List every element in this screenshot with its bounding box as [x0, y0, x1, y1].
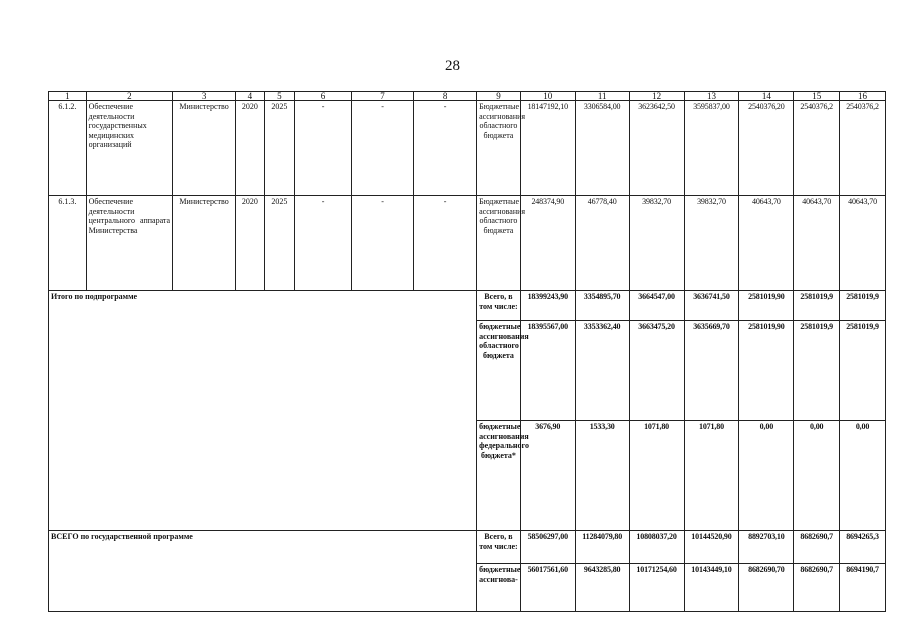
amount-cell: 58506297,00: [520, 531, 575, 564]
total-label: ВСЕГО по государственной программе: [49, 531, 477, 612]
amount-cell: 40643,70: [840, 196, 886, 291]
indicator-cell: -: [295, 196, 352, 291]
amount-cell: 1071,80: [629, 421, 684, 531]
amount-cell: 18395567,00: [520, 321, 575, 421]
indicator-cell: -: [352, 196, 414, 291]
amount-cell: 8682690,7: [794, 564, 840, 612]
amount-cell: 1071,80: [684, 421, 739, 531]
amount-cell: 10144520,90: [684, 531, 739, 564]
column-number: 8: [414, 92, 477, 101]
program-funding-table: [48, 91, 886, 612]
amount-cell: 2581019,9: [794, 291, 840, 321]
amount-cell: 2540376,2: [840, 101, 886, 196]
column-number: 14: [739, 92, 794, 101]
amount-cell: 0,00: [840, 421, 886, 531]
amount-cell: 18399243,90: [520, 291, 575, 321]
indicator-cell: -: [414, 101, 477, 196]
item-name: Обеспечение деятельности центрального аппарата Министерства: [86, 196, 172, 291]
table-row: [49, 101, 886, 196]
amount-cell: 0,00: [739, 421, 794, 531]
funding-source: бюджетные ассигнования федерального бюджета*: [477, 421, 521, 531]
amount-cell: 2581019,9: [794, 321, 840, 421]
column-number: 1: [49, 92, 87, 101]
amount-cell: 0,00: [794, 421, 840, 531]
funding-source: Бюджетные ассигнования областного бюджета: [477, 196, 521, 291]
amount-cell: 8892703,10: [739, 531, 794, 564]
amount-cell: 2540376,20: [739, 101, 794, 196]
amount-cell: 10808037,20: [629, 531, 684, 564]
executor: Министерство: [173, 101, 236, 196]
table-row: [49, 196, 886, 291]
amount-cell: 3664547,00: [629, 291, 684, 321]
funding-source: Бюджетные ассигнования областного бюджета: [477, 101, 521, 196]
amount-cell: 2581019,9: [840, 291, 886, 321]
column-number: 16: [840, 92, 886, 101]
column-numbers-row: [49, 92, 886, 101]
funding-source: Всего, в том числе:: [477, 531, 521, 564]
amount-cell: 3636741,50: [684, 291, 739, 321]
end-year: 2025: [264, 196, 295, 291]
amount-cell: 8694265,3: [840, 531, 886, 564]
start-year: 2020: [236, 196, 264, 291]
item-name: Обеспечение деятельности государственных медицинских организаций: [86, 101, 172, 196]
amount-cell: 2581019,90: [739, 321, 794, 421]
start-year: 2020: [236, 101, 264, 196]
executor: Министерство: [173, 196, 236, 291]
indicator-cell: -: [295, 101, 352, 196]
amount-cell: 40643,70: [794, 196, 840, 291]
end-year: 2025: [264, 101, 295, 196]
column-number: 7: [352, 92, 414, 101]
amount-cell: 248374,90: [520, 196, 575, 291]
funding-source: Всего, в том числе:: [477, 291, 521, 321]
total-row: [49, 531, 886, 564]
subtotal-label: Итого по подпрограмме: [49, 291, 477, 531]
amount-cell: 2581019,90: [739, 291, 794, 321]
item-code: 6.1.3.: [49, 196, 87, 291]
amount-cell: 39832,70: [684, 196, 739, 291]
column-number: 12: [629, 92, 684, 101]
column-number: 4: [236, 92, 264, 101]
funding-source: бюджетные ассигнова-: [477, 564, 521, 612]
amount-cell: 56017561,60: [520, 564, 575, 612]
amount-cell: 9643285,80: [575, 564, 629, 612]
column-number: 9: [477, 92, 521, 101]
amount-cell: 8694190,7: [840, 564, 886, 612]
subtotal-row: [49, 291, 886, 321]
column-number: 6: [295, 92, 352, 101]
indicator-cell: -: [414, 196, 477, 291]
column-number: 10: [520, 92, 575, 101]
amount-cell: 3623642,50: [629, 101, 684, 196]
column-number: 2: [86, 92, 172, 101]
amount-cell: 3676,90: [520, 421, 575, 531]
amount-cell: 3635669,70: [684, 321, 739, 421]
amount-cell: 3595837,00: [684, 101, 739, 196]
column-number: 5: [264, 92, 295, 101]
amount-cell: 8682690,7: [794, 531, 840, 564]
page-number: 28: [445, 58, 460, 74]
amount-cell: 3306584,00: [575, 101, 629, 196]
column-number: 11: [575, 92, 629, 101]
column-number: 13: [684, 92, 739, 101]
item-code: 6.1.2.: [49, 101, 87, 196]
amount-cell: 3354895,70: [575, 291, 629, 321]
column-number: 3: [173, 92, 236, 101]
amount-cell: 46778,40: [575, 196, 629, 291]
amount-cell: 8682690,70: [739, 564, 794, 612]
indicator-cell: -: [352, 101, 414, 196]
column-number: 15: [794, 92, 840, 101]
amount-cell: 3353362,40: [575, 321, 629, 421]
amount-cell: 40643,70: [739, 196, 794, 291]
amount-cell: 39832,70: [629, 196, 684, 291]
amount-cell: 2581019,9: [840, 321, 886, 421]
amount-cell: 10143449,10: [684, 564, 739, 612]
amount-cell: 18147192,10: [520, 101, 575, 196]
funding-source: бюджетные ассигнования областного бюджета: [477, 321, 521, 421]
amount-cell: 1533,30: [575, 421, 629, 531]
amount-cell: 11284079,80: [575, 531, 629, 564]
amount-cell: 10171254,60: [629, 564, 684, 612]
amount-cell: 2540376,2: [794, 101, 840, 196]
amount-cell: 3663475,20: [629, 321, 684, 421]
